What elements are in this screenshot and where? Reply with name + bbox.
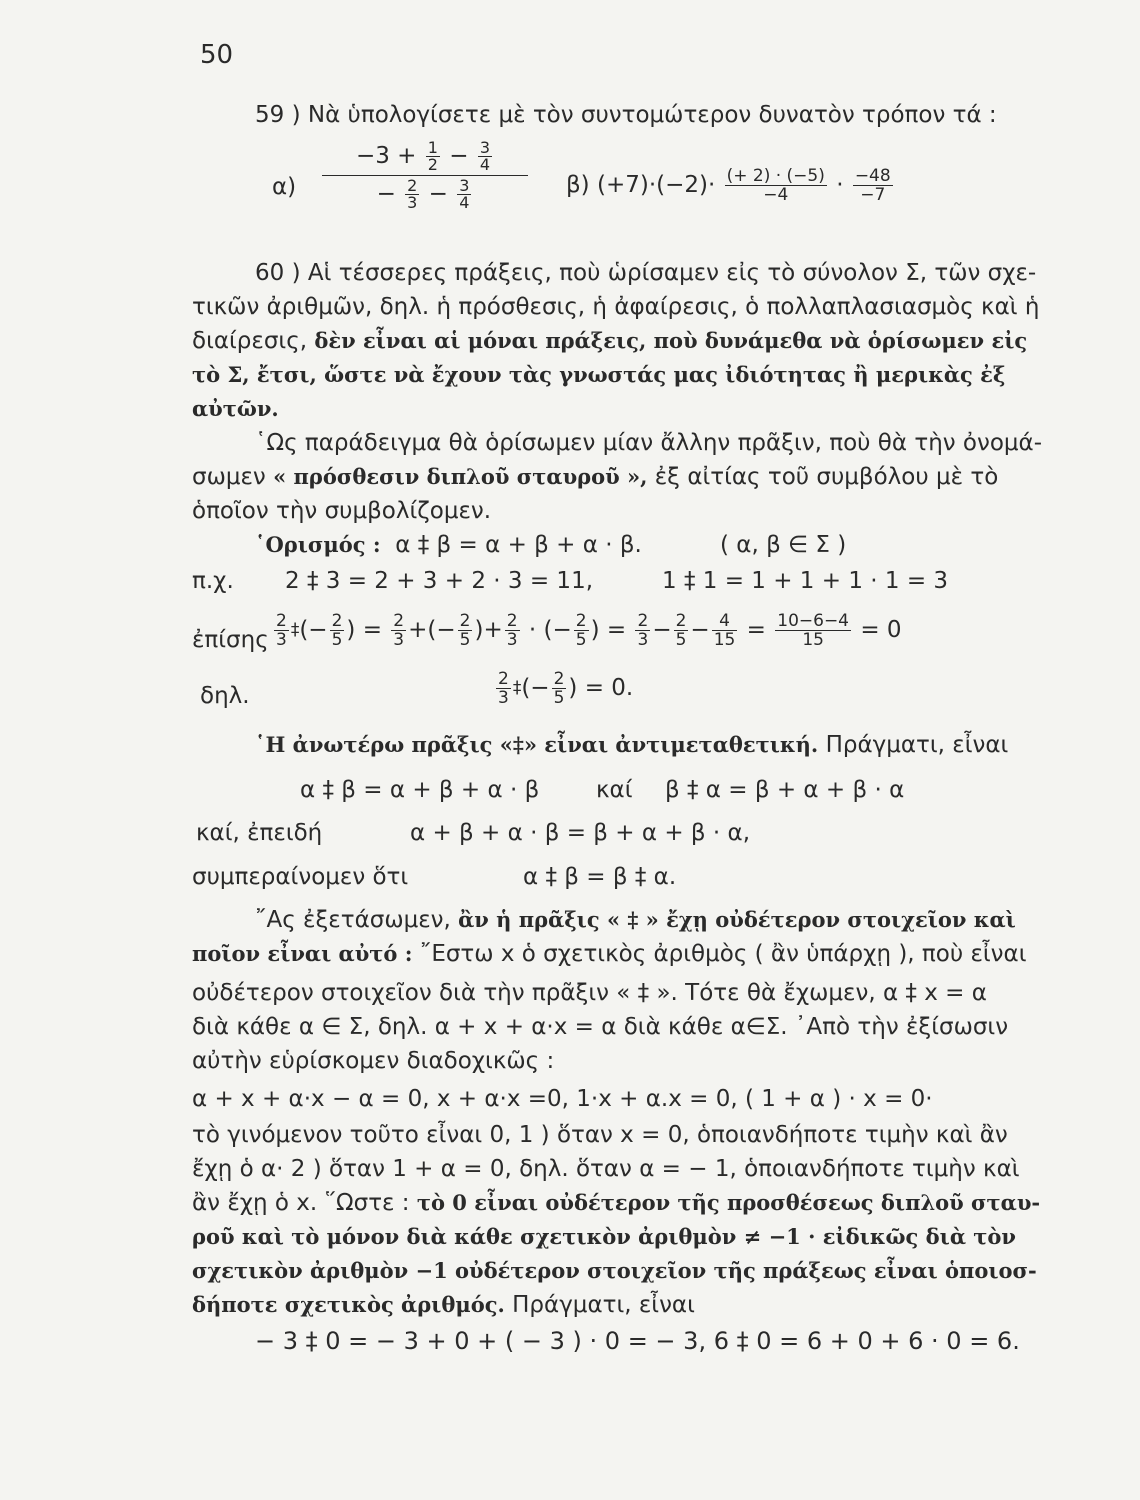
neutral-line-2: ποῖον εἶναι αὐτό : ῎Εστω x ὁ σχετικὸς ἀριθμὸς ( ἂν ὑπάρχῃ ), ποὺ εἶναι [192,941,1027,967]
ex59-a-label: α) [272,174,297,200]
neutral-line-6: α + x + α·x − α = 0, x + α·x =0, 1·x + α.x = 0, ( 1 + α ) · x = 0· [192,1086,933,1112]
example-1: 2 ‡ 3 = 2 + 3 + 2 · 3 = 11, [285,568,594,594]
neutral-line-3: οὐδέτερον στοιχεῖον διὰ τὴν πρᾶξιν « ‡ ». Τότε θὰ ἔχωμεν, α ‡ x = α [192,980,987,1006]
ex59-a-fraction [322,140,528,211]
commut-eq-1: α ‡ β = α + β + α · β [300,777,540,803]
ex60-line-1: 60 ) Αἱ τέσσερες πράξεις, ποὺ ὡρίσαμεν εἰς τὸ σύνολον Σ, τῶν σχε- [255,260,1037,286]
page-number: 50 [200,40,234,70]
ex59-b-expression: β) (+7)·(−2)· $\frac{(+ 2) \cdot (-5)}{-4}$ · $\frac{-48}{-7}$ [566,166,891,205]
dil-label: δηλ. [200,683,250,709]
ex60-line-4: τὸ Σ, ἔτσι, ὥστε νὰ ἔχουν τὰς γνωστάς μας ἰδιότητας ἢ μερικὰς ἐξ [192,362,1006,387]
definition-formula: α ‡ β = α + β + α · β. [395,532,642,558]
fraction-3-4: $\frac{3}{4}$ [479,138,491,174]
commut-eq-2: β ‡ α = β + α + β · α [665,777,905,803]
commut-epeidi: καί, ἐπειδή [196,820,323,846]
ex59-b-fraction-2: $\frac{-48}{-7}$ [854,166,891,205]
example-2: 1 ‡ 1 = 1 + 1 + 1 · 1 = 3 [662,568,949,594]
fraction-2-3: $\frac{2}{3}$ [407,176,418,212]
neutral-line-1: ῎Ας ἐξετάσωμεν, ἂν ἡ πρᾶξις « ‡ » ἔχῃ οὐδέτερον στοιχεῖον καὶ [255,907,1016,933]
neutral-line-12: δήποτε σχετικὸς ἀριθμός. Πράγματι, εἶναι [192,1292,695,1318]
fraction-3-4: $\frac{3}{4}$ [459,176,470,212]
commut-symp: συμπεραίνομεν ὅτι [192,864,409,890]
ex60-para2-line-1: ῾Ως παράδειγμα θὰ ὁρίσωμεν μίαν ἄλλην πρᾶξιν, ποὺ θὰ τὴν ὀνομά- [255,430,1043,456]
neutral-line-5: αὐτὴν εὑρίσκομεν διαδοχικῶς : [192,1048,555,1074]
ex59-a-denominator: − $\frac{2}{3}$ − $\frac{3}{4}$ [376,176,470,212]
neutral-line-4: διὰ κάθε α ∈ Σ, δηλ. α + x + α·x = α διὰ κάθε α∈Σ. ᾿Απὸ τὴν ἐξίσωσιν [192,1014,1009,1040]
ex60-para2-line-2: σωμεν « πρόσθεσιν διπλοῦ σταυροῦ », ἐξ αἰτίας τοῦ συμβόλου μὲ τὸ [192,464,999,490]
neutral-line-8: ἔχῃ ὁ α· 2 ) ὅταν 1 + α = 0, δηλ. ὅταν α = − 1, ὁποιανδήποτε τιμὴν καὶ [192,1156,1020,1182]
ex60-line-2: τικῶν ἀριθμῶν, δηλ. ἡ πρόσθεσις, ἡ ἀφαίρεσις, ὁ πολλαπλασιασμὸς καὶ ἡ [192,294,1040,320]
ex60-line-3: διαίρεσις, δὲν εἶναι αἱ μόναι πράξεις, ποὺ δυνάμεθα νὰ ὁρίσωμεν εἰς [192,328,1028,354]
commut-eq-4: α ‡ β = β ‡ α. [523,864,677,890]
definition-line: ῾Ορισμός : α ‡ β = α + β + α · β. [255,532,642,558]
ex59-a-numerator: −3 + $\frac{1}{2}$ − $\frac{3}{4}$ [322,140,528,176]
ex59-b-fraction-1: $\frac{(+ 2) \cdot (-5)}{-4}$ [726,166,825,205]
fraction-1-2: $\frac{1}{2}$ [427,138,438,174]
commut-eq-3: α + β + α · β = β + α + β · α, [410,820,751,846]
neutral-line-11: σχετικὸν ἀριθμὸν −1 οὐδέτερον στοιχεῖον τῆς πράξεως εἶναι ὁποιοσ- [192,1258,1037,1283]
dil-expression: $\frac{2}{3}$ ‡(− $\frac{2}{5}$ ) = 0. [498,669,634,708]
neutral-line-10: ροῦ καὶ τὸ μόνον διὰ κάθε σχετικὸν ἀριθμὸν ≠ −1 · εἰδικῶς διὰ τὸν [192,1224,1016,1249]
examples-label: π.χ. [192,568,234,594]
neutral-line-9: ἂν ἔχῃ ὁ x. ῞Ωστε : τὸ 0 εἶναι οὐδέτερον τῆς προσθέσεως διπλοῦ σταυ- [192,1190,1041,1216]
episis-expression: $\frac{2}{3}$ ‡(− $\frac{2}{5}$ ) = $\frac{2}{3}$ +(− $\frac{2}{5}$ )+ $\frac{2}{3}$ · (− $\frac{2}{5}$ ) = $\frac{2}{3}$ − $\frac{2}{5}$ − $\frac{4}{15}$ = $\frac{10-6-4}{15}$ = 0 [276,611,902,650]
definition-domain: ( α, β ∈ Σ ) [720,532,847,558]
episis-label: ἐπίσης [192,627,269,653]
commutative-heading: ῾Η ἀνωτέρω πρᾶξις «‡» εἶναι ἀντιμεταθετική. Πράγματι, εἶναι [255,732,1009,758]
ex60-para2-line-3: ὁποῖον τὴν συμβολίζομεν. [192,498,492,524]
neutral-line-13: − 3 ‡ 0 = − 3 + 0 + ( − 3 ) · 0 = − 3, 6 ‡ 0 = 6 + 0 + 6 · 0 = 6. [255,1327,1020,1355]
neutral-line-7: τὸ γινόμενον τοῦτο εἶναι 0, 1 ) ὅταν x = 0, ὁποιανδήποτε τιμὴν καὶ ἂν [192,1122,1008,1148]
commut-kai: καί [596,777,633,803]
exercise-59-intro: 59 ) Νὰ ὑπολογίσετε μὲ τὸν συντομώτερον δυνατὸν τρόπον τά : [255,102,997,128]
ex60-line-5: αὐτῶν. [192,396,279,421]
